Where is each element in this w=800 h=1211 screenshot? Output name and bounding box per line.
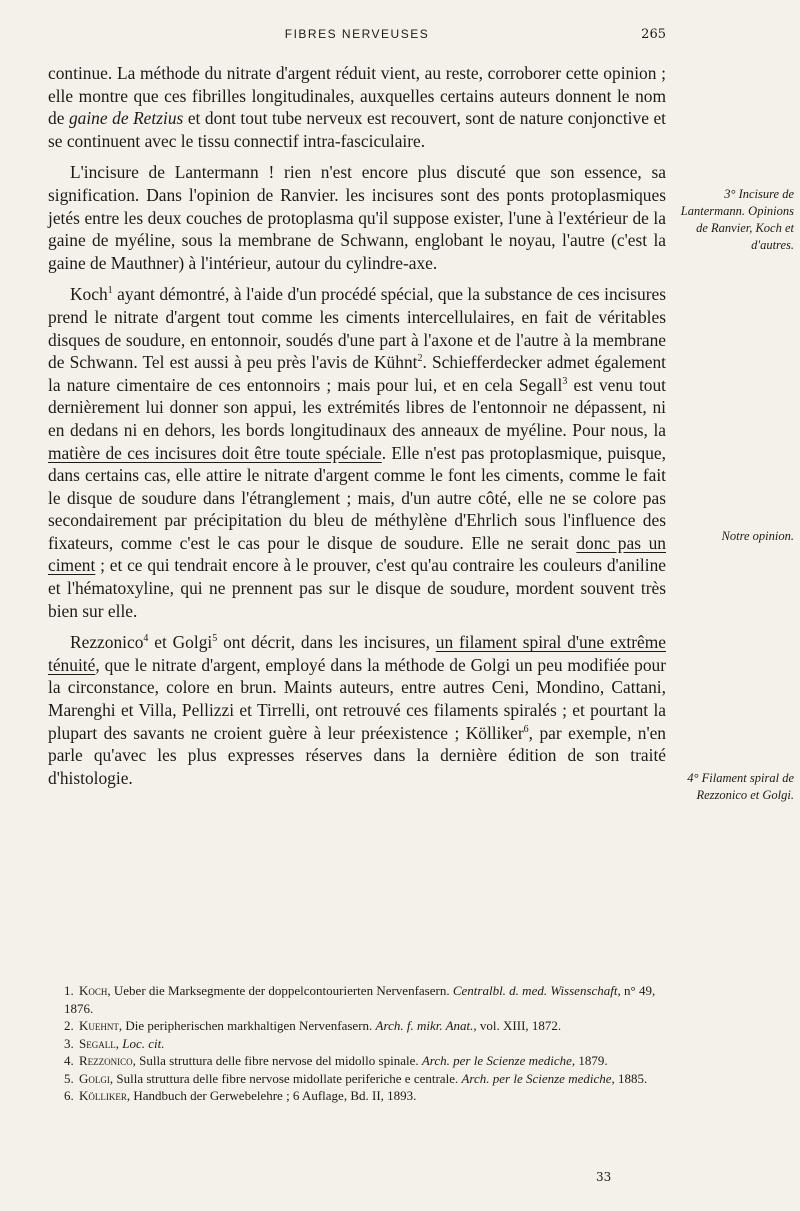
footnote-ref-detail: 1885. bbox=[614, 1070, 648, 1086]
footnote-ref-detail: vol. XIII, 1872. bbox=[476, 1018, 562, 1033]
footnote-author: Golgi, bbox=[79, 1070, 114, 1086]
footnote-number: 5. bbox=[64, 1070, 74, 1086]
footnote-journal: Arch. f. mikr. Anat., bbox=[375, 1018, 477, 1033]
footnote bbox=[48, 1052, 666, 1070]
paragraph-1 bbox=[48, 62, 666, 152]
footnote-text: Handbuch der Gerwebelehre ; 6 Auflage, Bd. II, 1893. bbox=[130, 1088, 417, 1103]
text-run: , par exemple, n'en parle qu'avec les plus expresses réserves dans la dernière édition de son traité d'histologie. bbox=[48, 722, 667, 788]
footnote-author: Segall, bbox=[79, 1035, 119, 1051]
text-run: Koch bbox=[70, 284, 108, 305]
footnote bbox=[48, 1070, 666, 1088]
footnote-author: Rezzonico, bbox=[79, 1053, 136, 1068]
footnote-journal: Arch. per le Scienze mediche, bbox=[461, 1070, 615, 1086]
text-run: ont décrit, dans les incisures, bbox=[217, 632, 436, 653]
footnote bbox=[48, 982, 666, 1017]
footnote-number: 3. bbox=[64, 1035, 74, 1051]
footnote-ref: 2 bbox=[417, 353, 423, 365]
footnote-author: Kuehnt, bbox=[79, 1018, 123, 1033]
footnote-text: Sulla struttura delle fibre nervose del midollo spinale. bbox=[135, 1053, 422, 1068]
text-run: . Schiefferdecker admet également la nature cimentaire de ces entonnoirs ; mais pour lui, et en cela Segall bbox=[48, 352, 666, 395]
underlined-phrase: donc pas un ciment bbox=[48, 532, 666, 576]
text-run: continue. La méthode du nitrate d'argent réduit vient, au reste, corroborer cette opinion ; elle montre que ces fibrilles longitudinales, auxquelles certains auteurs donnent le nom de bbox=[48, 63, 666, 129]
footnote-number: 2. bbox=[64, 1018, 74, 1033]
footnote-text: Die peripherischen markhaltigen Nervenfasern. bbox=[122, 1018, 376, 1033]
footnote-ref: 1 bbox=[107, 285, 113, 297]
italic-term: gaine de Retzius bbox=[68, 108, 184, 129]
page-number: 265 bbox=[641, 27, 666, 42]
running-title: FIBRES NERVEUSES bbox=[284, 27, 430, 41]
footnote-ref: 4 bbox=[143, 633, 149, 645]
margin-note-opinion: Notre opinion. bbox=[721, 529, 794, 543]
text-run: . Elle n'est pas protoplasmique, puisque, dans certains cas, elle attire le nitrate d'argent comme le font les ciments, comme le fait le disque de soudure dans l'étranglement ; mais, d'un autre côté, elle ne se colore pas secondairement par précipitation du bleu de méthylène d'Ehrlich sous l'influence des fixateurs, comme c'est le cas pour le disque de soudure. Elle ne serait bbox=[48, 442, 666, 553]
footnote-author: Kölliker, bbox=[79, 1088, 131, 1103]
footnote-number: 6. bbox=[64, 1088, 74, 1103]
footnote bbox=[48, 1035, 666, 1053]
footnote bbox=[48, 1017, 666, 1035]
footnote-journal: Arch. per le Scienze mediche, bbox=[421, 1053, 576, 1068]
body-text bbox=[48, 62, 666, 798]
paragraph-4 bbox=[48, 631, 666, 789]
footnote-number: 4. bbox=[64, 1053, 74, 1068]
footnote-ref: 5 bbox=[212, 633, 218, 645]
margin-note-filament: 4° Filament spiral de Rezzonico et Golgi. bbox=[687, 771, 794, 802]
footnote-journal: Centralbl. d. med. Wissenschaft, bbox=[452, 983, 621, 998]
text-run: Rezzonico bbox=[70, 632, 144, 653]
footnote-ref: 3 bbox=[562, 375, 568, 387]
underlined-phrase: un filament spiral d'une extrême ténuité bbox=[48, 632, 666, 675]
footnote-number: 1. bbox=[64, 983, 74, 998]
footnote-journal: Loc. cit. bbox=[122, 1035, 165, 1051]
signature-mark: 33 bbox=[596, 1170, 612, 1184]
text-run: et Golgi bbox=[148, 632, 213, 653]
text-run: est venu tout dernièrement lui donner son appui, les extrémités libres de l'entonnoir ne dépassent, ni en dedans ni en dehors, les bords longitudinaux des anneaux de myéline. Pour nous, la bbox=[48, 374, 666, 440]
text-run: , que le nitrate d'argent, employé dans la méthode de Golgi un peu modifiée pour la circonstance, colore en brun. Maints auteurs, entre autres Ceni, Mondino, Cattani, Marenghi et Villa, Pellizzi et Tirrelli, ont retrouvé ces filaments spiralés ; et pourtant la plupart des savants ne croient guère à leur préexistence ; Kölliker bbox=[48, 654, 666, 743]
text-run: et dont tout tube nerveux est recouvert, sont de nature conjonctive et se continuent avec le tissu connectif intra-fasciculaire. bbox=[48, 108, 667, 151]
margin-note-lantermann: 3° Incisure de Lantermann. Opinions de Ranvier, Koch et d'autres. bbox=[680, 187, 794, 252]
footnote-ref-detail: n° 49, 1876. bbox=[64, 983, 656, 1016]
footnote bbox=[48, 1087, 666, 1105]
footnote-ref-detail: 1879. bbox=[575, 1053, 608, 1068]
footnote-text: Sulla struttura delle fibre nervose midollate periferiche e centrale. bbox=[113, 1070, 462, 1086]
footnotes bbox=[48, 982, 666, 1105]
text-run: ayant démontré, à l'aide d'un procédé spécial, que la substance de ces incisures prend le nitrate d'argent tout comme les ciments intercellulaires, en fait de véritables disques de soudure, en entonnoir, soudés d'une part à l'axone et de l'autre à la membrane de Schwann. Tel est aussi à peu près l'avis de Kühnt bbox=[48, 284, 666, 373]
paragraph-3 bbox=[48, 283, 666, 622]
running-head bbox=[48, 27, 666, 47]
paragraph-2: L'incisure de Lantermann ! rien n'est encore plus discuté que son essence, sa signification. Dans l'opinion de Ranvier. les incisures sont des ponts protoplasmiques jetés entre les deux couches de protoplasma qu'il suppose exister, l'une à l'extérieur de la gaine de myéline, sous la membrane de Schwann, englobant le noyau, l'autre (c'est la gaine de Mauthner) à l'intérieur, autour du cylindre-axe. bbox=[48, 162, 666, 273]
footnote-author: Koch, bbox=[79, 983, 111, 998]
underlined-phrase: matière de ces incisures doit être toute spéciale bbox=[48, 442, 382, 463]
footnote-text: Ueber die Marksegmente der doppelcontourierten Nervenfasern. bbox=[110, 983, 453, 998]
footnote-ref: 6 bbox=[523, 723, 529, 735]
text-run: ; et ce qui tendrait encore à le prouver, c'est qu'au contraire les couleurs d'aniline et l'hématoxyline, qui ne prennent pas sur le disque de soudure, mordent souvent très bien sur elle. bbox=[48, 555, 666, 621]
